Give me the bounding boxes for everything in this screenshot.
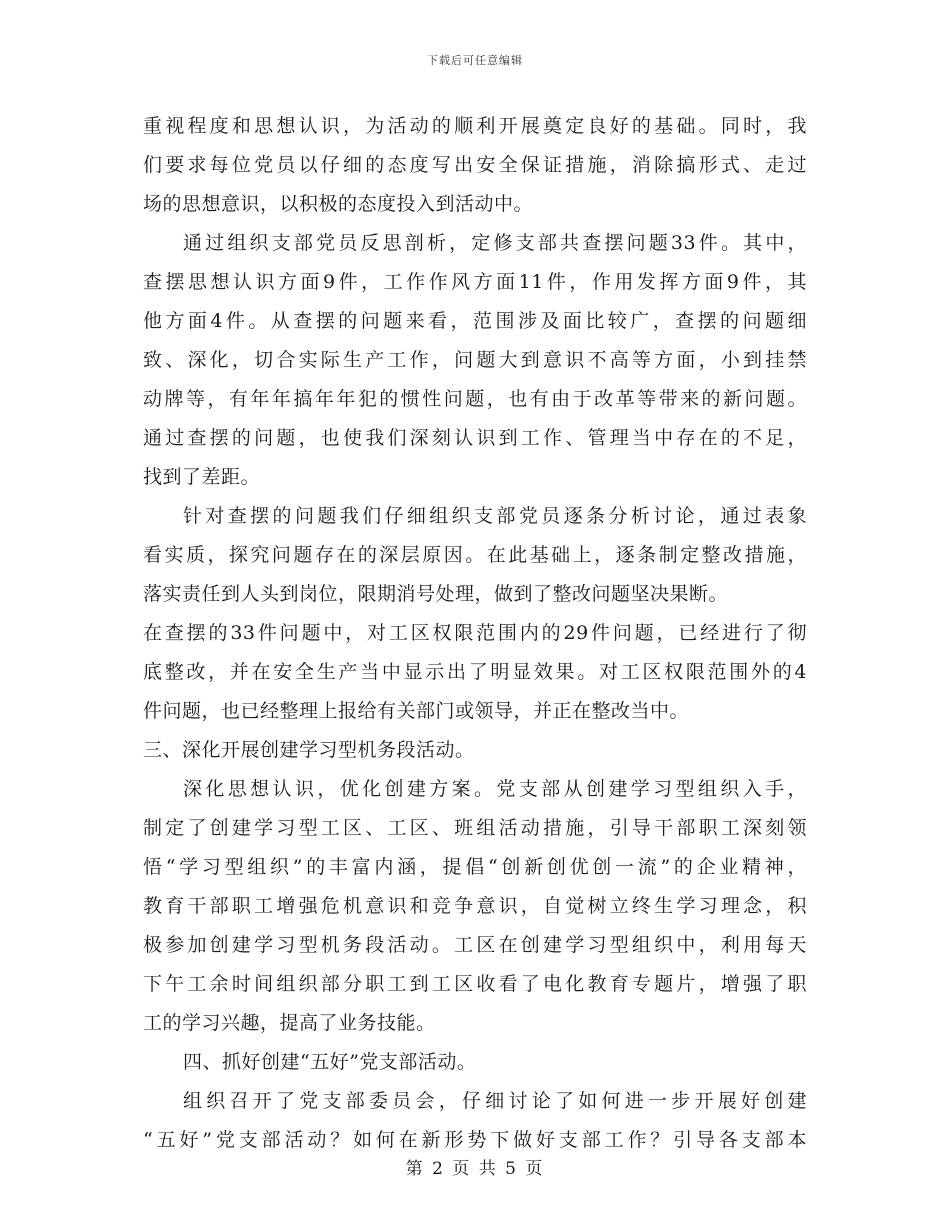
text-line: 极参加创建学习型机务段活动。工区在创建学习型组织中，利用每天 (143, 934, 807, 956)
text-line: 致、深化，切合实际生产工作，问题大到意识不高等方面，小到挂禁 (143, 349, 807, 371)
text-line: 通过查摆的问题，也使我们深刻认识到工作、管理当中存在的不足， (143, 427, 807, 449)
text-line: 工的学习兴趣，提高了业务技能。 (143, 1012, 436, 1034)
text-line: 教育干部职工增强危机意识和竞争意识，自觉树立终生学习理念，积 (143, 895, 807, 917)
text-line: 看实质，探究问题存在的深层原因。在此基础上，逐条制定整改措施， (143, 544, 807, 566)
page-header: 下载后可任意编辑 (427, 54, 523, 67)
text-line: “五好”党支部活动？如何在新形势下做好支部工作？引导各支部本 (143, 1129, 807, 1151)
text-line: 他方面4件。从查摆的问题来看，范围涉及面比较广，查摆的问题细 (143, 310, 807, 332)
text-line: 查摆思想认识方面9件，工作作风方面11件，作用发挥方面9件，其 (143, 271, 807, 293)
text-line: 重视程度和思想认识，为活动的顺利开展奠定良好的基础。同时，我 (143, 115, 807, 137)
text-line: 深化思想认识，优化创建方案。党支部从创建学习型组织入手， (183, 778, 807, 800)
body-text (143, 107, 807, 1160)
text-line: 底整改，并在安全生产当中显示出了明显效果。对工区权限范围外的4 (143, 661, 807, 683)
text-line: 三、深化开展创建学习型机务段活动。 (143, 739, 475, 761)
text-line: 在查摆的33件问题中，对工区权限范围内的29件问题，已经进行了彻 (143, 622, 807, 644)
text-line: 落实责任到人头到岗位，限期消号处理，做到了整改问题坚决果断。 (143, 583, 729, 605)
page-footer: 第 2 页 共 5 页 (405, 1159, 545, 1179)
text-line: 制定了创建学习型工区、工区、班组活动措施，引导干部职工深刻领 (143, 817, 807, 839)
text-line: 四、抓好创建“五好”党支部活动。 (183, 1051, 477, 1073)
text-line: 场的思想意识，以积极的态度投入到活动中。 (143, 193, 534, 215)
text-line: 下午工余时间组织部分职工到工区收看了电化教育专题片，增强了职 (143, 973, 807, 995)
text-line: 通过组织支部党员反思剖析，定修支部共查摆问题33件。其中， (183, 232, 807, 254)
text-line: 动牌等，有年年搞年年犯的惯性问题，也有由于改革等带来的新问题。 (143, 388, 807, 410)
text-line: 针对查摆的问题我们仔细组织支部党员逐条分析讨论，通过表象 (183, 505, 807, 527)
text-line: 件问题，也已经整理上报给有关部门或领导，并正在整改当中。 (143, 700, 690, 722)
text-line: 们要求每位党员以仔细的态度写出安全保证措施，消除搞形式、走过 (143, 154, 807, 176)
text-line: 找到了差距。 (143, 466, 261, 488)
text-line: 悟“学习型组织”的丰富内涵，提倡“创新创优创一流”的企业精神， (143, 856, 807, 878)
text-line: 组织召开了党支部委员会，仔细讨论了如何进一步开展好创建 (183, 1090, 807, 1112)
